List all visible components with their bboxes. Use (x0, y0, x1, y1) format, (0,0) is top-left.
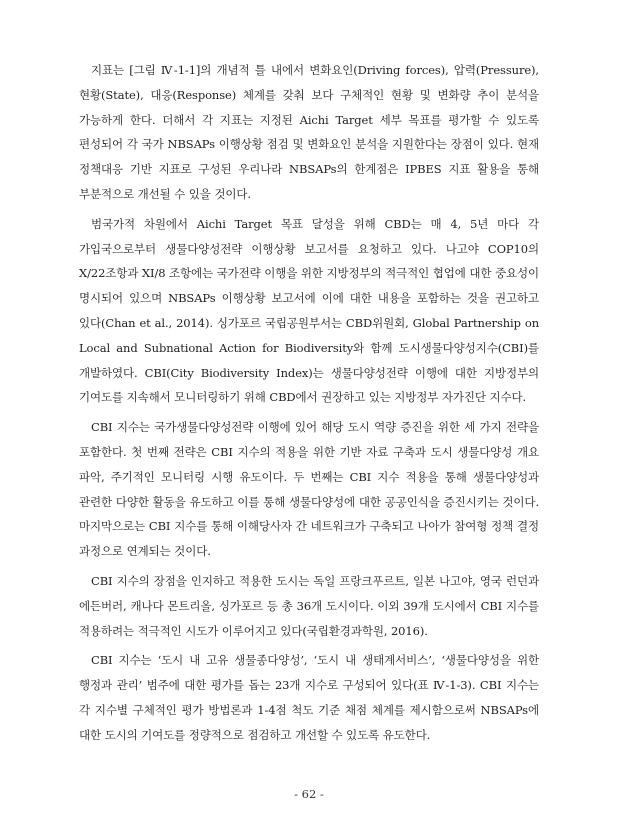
paragraph-cbi-composition: CBI 지수는 ‘도시 내 고유 생물종다양성’, ‘도시 내 생태계서비스’, ‘생물다양성을 위한 행정과 관리’ 범주에 대한 평가를 돕는 23개 지수로 구성되어 있다(표 Ⅳ-1-3). CBI 지수는 각 지수별 구체적인 평가 방법론과 1-4점 척도 기준 채점 체계를 제시함으로써 NBSAPs에 대한 도시의 기여도를 정량적으로 점검하고 개선할 수 있도록 유도한다. (79, 653, 539, 742)
paragraph-cbi-cities: CBI 지수의 장점을 인지하고 적용한 도시는 독일 프랑크푸르트, 일본 나고야, 영국 런던과 에든버러, 캐나다 몬트리올, 싱가포르 등 총 36개 도시이다. 이외 39개 도시에서 CBI 지수를 적용하려는 적극적인 시도가 이루어지고 있다(국립환경과학원, 2016). (79, 573, 539, 638)
body-text (79, 58, 539, 753)
paragraph-cbi-strategies: CBI 지수는 국가생물다양성전략 이행에 있어 해당 도시 역량 증진을 위한 세 가지 전략을 포함한다. 첫 번째 전략은 CBI 지수의 적용을 위한 기반 자료 구축과 도시 생물다양성 개요 파악, 주기적인 모니터링 시행 유도이다. 두 번째는 CBI 지수 적용을 통해 생물다양성과 관련한 다양한 활동을 유도하고 이를 통해 생물다양성에 대한 공공인식을 증진시키는 것이다. 마지막으로는 CBI 지수를 통해 이해당사자 간 네트워크가 구축되고 나아가 참여형 정책 결정 과정으로 연계되는 것이다. (79, 420, 539, 559)
paragraph-cbd-reporting: 범국가적 차원에서 Aichi Target 목표 달성을 위해 CBD는 매 4, 5년 마다 각 가입국으로부터 생물다양성전략 이행상황 보고서를 요청하고 있다. 나고야 COP10의 X/22조항과 XI/8 조항에는 국가전략 이행을 위한 지방정부의 적극적인 협업에 대한 중요성이 명시되어 있으며 NBSAPs 이행상황 보고서에 이에 대한 내용을 포함하는 것을 권고하고 있다(Chan et al., 2014). 싱가포르 국립공원부서는 CBD위원회, Global Partnership on Local and Subnational Action for Biodiversity와 함께 도시생물다양성지수(CBI)를 개발하였다. CBI(City Biodiversity Index)는 생물다양성전략 이행에 대한 지방정부의 기여도를 지속해서 모니터링하기 위해 CBD에서 권장하고 있는 지방정부 자가진단 지수다. (79, 216, 539, 405)
page-number: - 62 - (294, 787, 324, 801)
paragraph-indicator-framework: 지표는 [그림 Ⅳ-1-1]의 개념적 틀 내에서 변화요인(Driving forces), 압력(Pressure), 현황(State), 대응(Response) 체계를 갖춰 보다 구체적인 현황 및 변화량 추이 분석을 가능하게 한다. 더해서 각 지표는 지정된 Aichi Target 세부 목표를 평가할 수 있도록 편성되어 각 국가 NBSAPs 이행상황 점검 및 변화요인 분석을 지원한다는 장점이 있다. 현재 정책대응 기반 지표로 구성된 우리나라 NBSAPs의 한계점은 IPBES 지표 활용을 통해 부분적으로 개선될 수 있을 것이다. (79, 63, 539, 201)
